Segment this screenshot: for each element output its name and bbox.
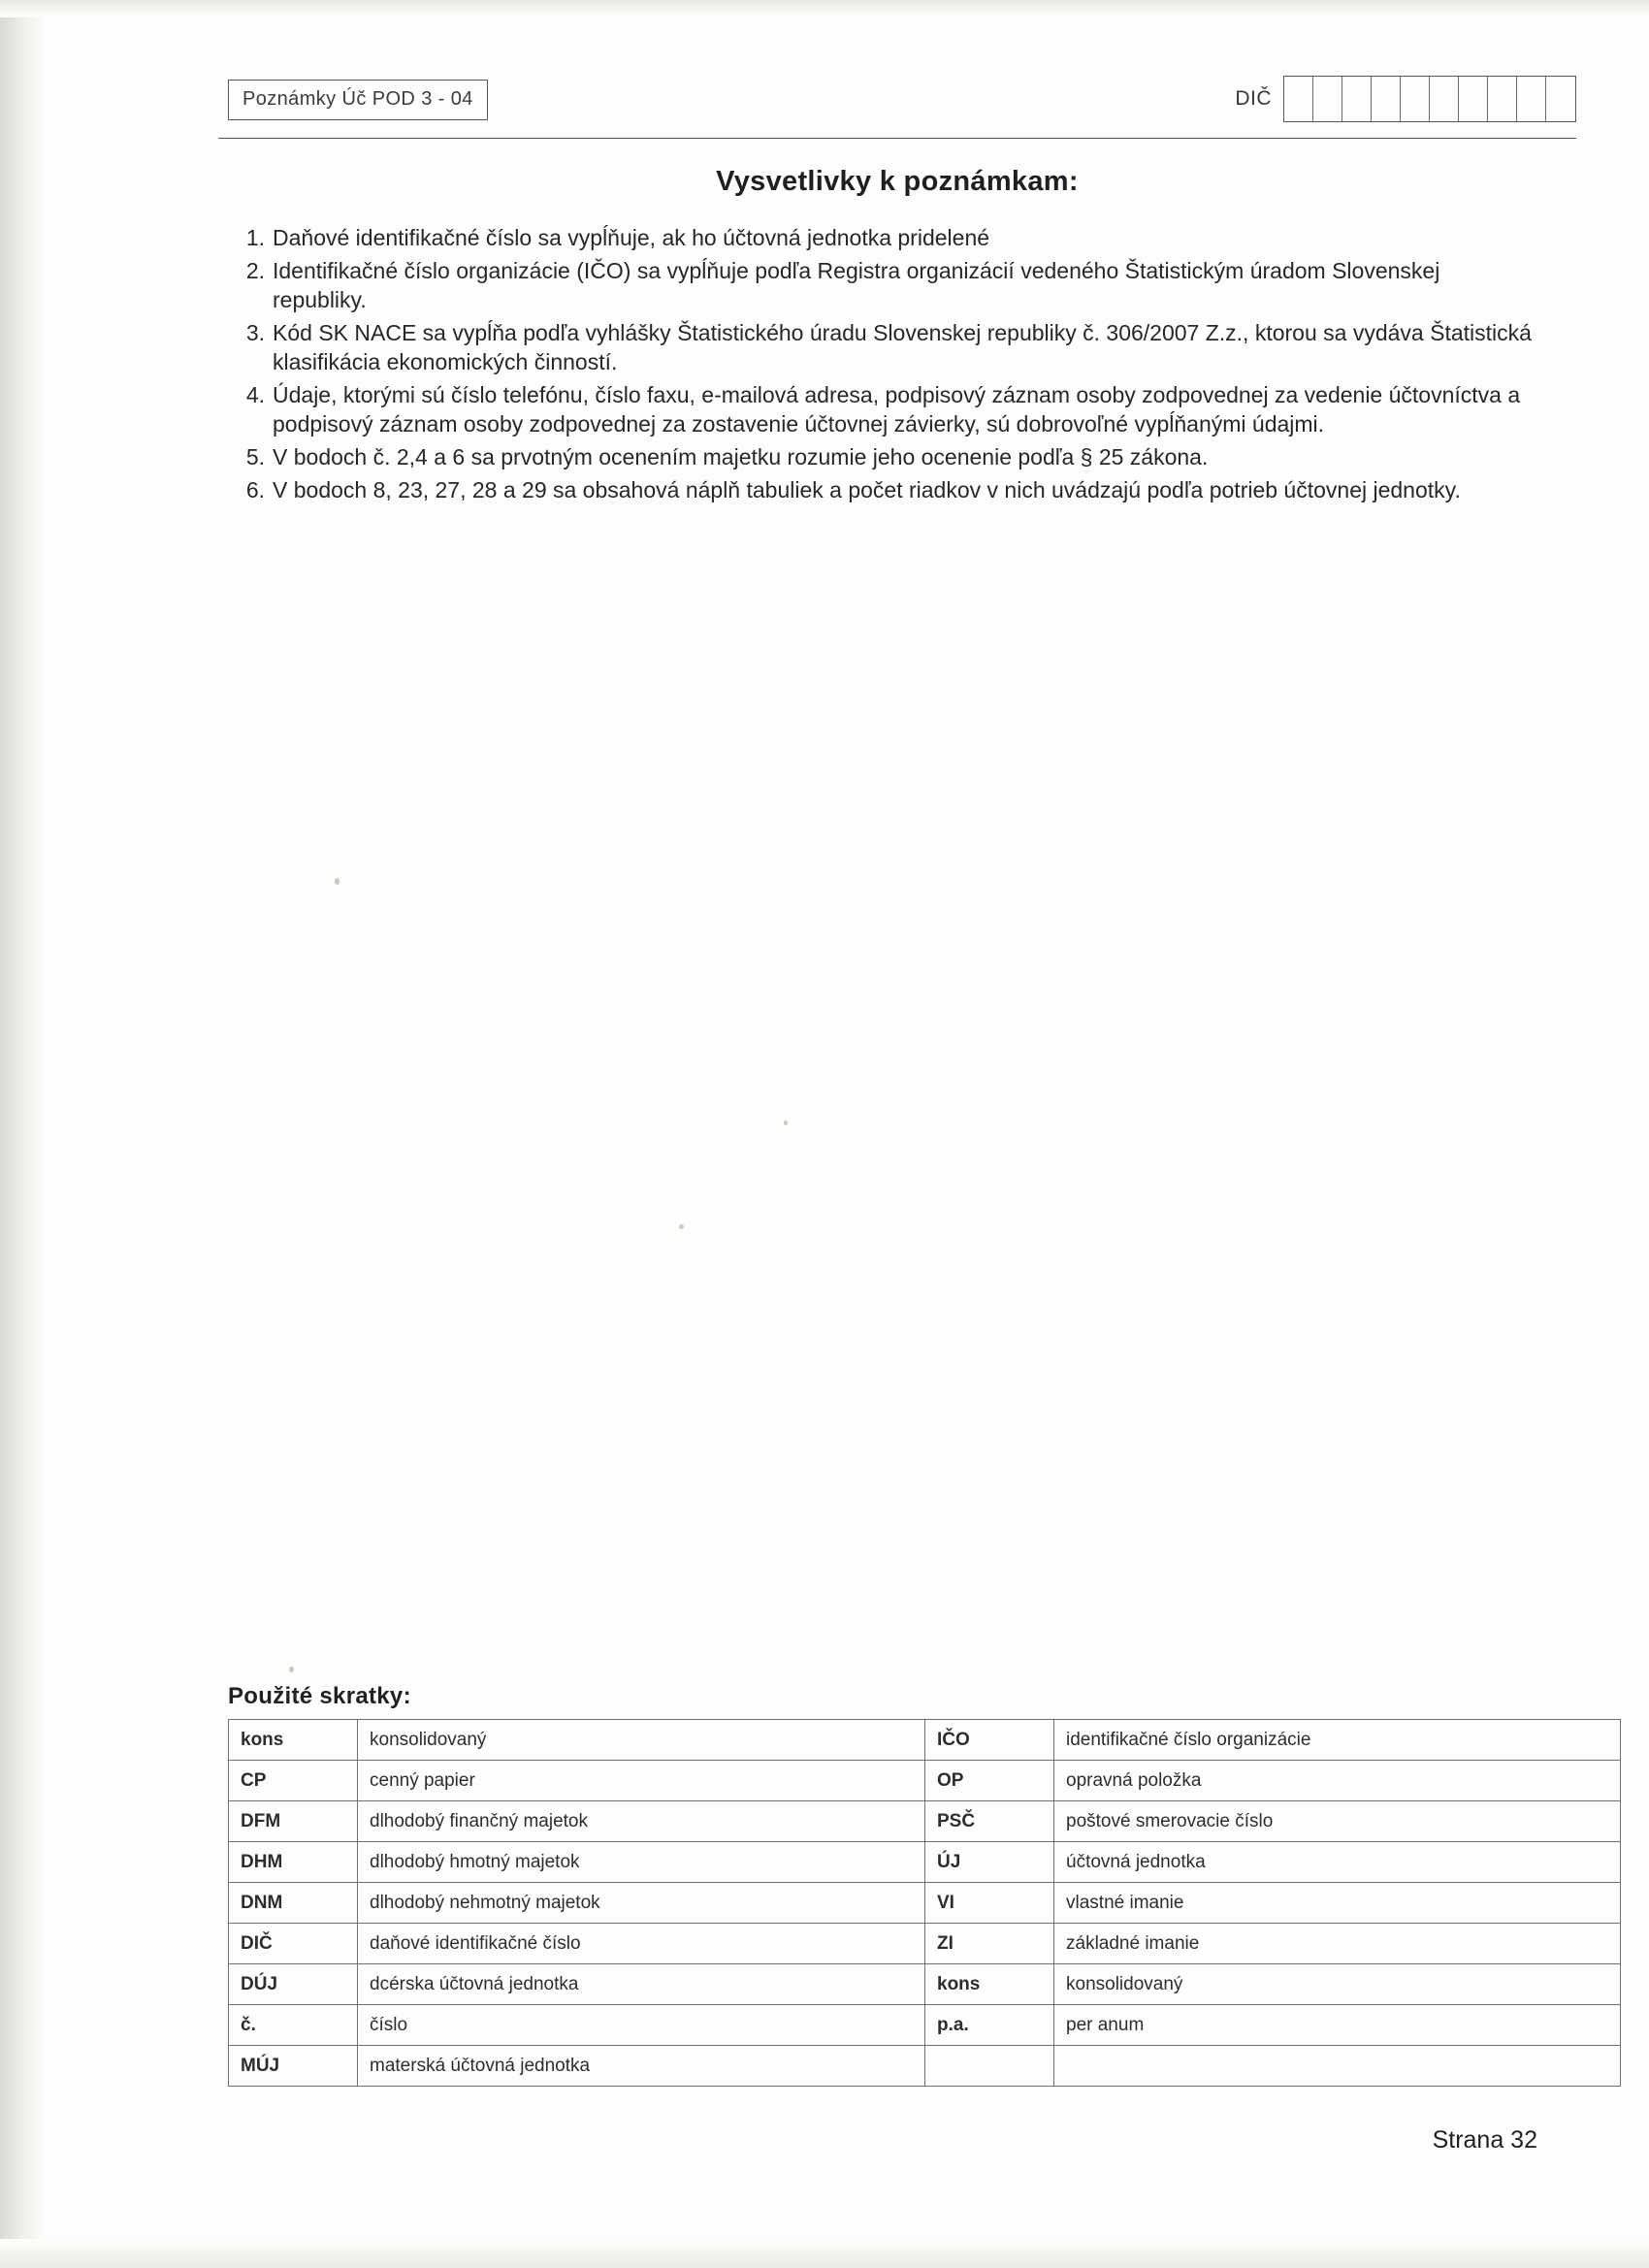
scan-shadow-top [0,0,1649,17]
abbr-value: dlhodobý hmotný majetok [358,1842,925,1883]
abbr-value: konsolidovaný [1054,1964,1621,2005]
abbr-key: p.a. [925,2005,1054,2046]
abbr-value: dcérska účtovná jednotka [358,1964,925,2005]
list-item-number: 2. [245,257,265,283]
table-row [229,1842,1621,1883]
abbreviations-title: Použité skratky: [228,1683,411,1709]
abbr-key: DÚJ [229,1964,358,2005]
abbr-value: opravná položka [1054,1761,1621,1801]
dic-cell[interactable] [1430,77,1459,121]
scan-speck [335,878,340,885]
dic-cell[interactable] [1517,77,1546,121]
dic-cell[interactable] [1372,77,1401,121]
abbr-key: kons [229,1720,358,1761]
list-item-text: Údaje, ktorými sú číslo telefónu, číslo faxu, e-mailová adresa, podpisový záznam osoby zodpovednej za vedenie účtovníctva a podpisový záznam osoby zodpovednej za zostavenie účtovnej závierky, sú dobrovoľné vypĺňanými údajmi. [273,381,1521,437]
abbr-value: základné imanie [1054,1924,1621,1964]
page-number: Strana 32 [1432,2126,1537,2154]
list-item [218,223,1537,253]
dic-cell[interactable] [1488,77,1517,121]
abbr-value: poštové smerovacie číslo [1054,1801,1621,1842]
table-row [229,1801,1621,1842]
abbr-key: DHM [229,1842,358,1883]
abbr-key: PSČ [925,1801,1054,1842]
abbr-key: VI [925,1883,1054,1924]
abbr-value: per anum [1054,2005,1621,2046]
list-item [218,475,1537,505]
list-item [218,380,1537,439]
table-row [229,2005,1621,2046]
abbr-value: daňové identifikačné číslo [358,1924,925,1964]
dic-field-group [1235,76,1576,122]
scan-speck [289,1667,294,1672]
abbr-key: DNM [229,1883,358,1924]
dic-cell[interactable] [1313,77,1342,121]
abbr-key: MÚJ [229,2046,358,2087]
abbr-key: ZI [925,1924,1054,1964]
explanatory-notes-list [218,223,1576,504]
scan-speck [679,1224,684,1229]
scan-shadow-bottom [0,2239,1649,2268]
table-row [229,1720,1621,1761]
list-item-number: 6. [245,476,265,502]
abbr-value: konsolidovaný [358,1720,925,1761]
list-item-text: V bodoch č. 2,4 a 6 sa prvotným ocenením majetku rozumie jeho ocenenie podľa § 25 zákona. [273,444,1209,470]
abbr-key: IČO [925,1720,1054,1761]
table-row [229,1883,1621,1924]
dic-cell[interactable] [1546,77,1575,121]
table-row [229,1924,1621,1964]
list-item [218,442,1537,472]
abbr-value [1054,2046,1621,2087]
list-item [218,318,1537,377]
abbr-key [925,2046,1054,2087]
abbr-key: č. [229,2005,358,2046]
abbr-value: dlhodobý finančný majetok [358,1801,925,1842]
dic-cell[interactable] [1401,77,1430,121]
scan-speck [784,1120,788,1125]
abbreviations-table [228,1719,1621,2087]
list-item-number: 1. [245,225,265,250]
abbr-value: účtovná jednotka [1054,1842,1621,1883]
abbr-value: číslo [358,2005,925,2046]
scan-shadow-left [0,0,45,2268]
list-item-number: 4. [245,381,265,407]
dic-input-grid[interactable] [1283,76,1576,122]
abbr-key: DIČ [229,1924,358,1964]
list-item-text: V bodoch 8, 23, 27, 28 a 29 sa obsahová náplň tabuliek a počet riadkov v nich uvádzajú podľa potrieb účtovnej jednotky. [273,476,1461,502]
abbr-value: identifikačné číslo organizácie [1054,1720,1621,1761]
list-item-text: Kód SK NACE sa vypĺňa podľa vyhlášky Štatistického úradu Slovenskej republiky č. 306/2007 Z.z., ktorou sa vydáva Štatistická klasifikácia ekonomických činností. [273,319,1532,375]
list-item-number: 3. [245,319,265,345]
abbr-key: OP [925,1761,1054,1801]
table-row [229,1761,1621,1801]
abbr-key: CP [229,1761,358,1801]
list-item [218,256,1537,315]
abbr-key: DFM [229,1801,358,1842]
abbr-key: kons [925,1964,1054,2005]
page-content [218,68,1576,2154]
abbr-value: cenný papier [358,1761,925,1801]
list-item-text: Identifikačné číslo organizácie (IČO) sa vypĺňuje podľa Registra organizácií vedeného Štatistickým úradom Slovenskej republiky. [273,257,1440,313]
abbr-value: dlhodobý nehmotný majetok [358,1883,925,1924]
header-divider [218,138,1576,139]
abbr-key: ÚJ [925,1842,1054,1883]
dic-cell[interactable] [1284,77,1313,121]
abbr-value: materská účtovná jednotka [358,2046,925,2087]
document-header [218,68,1576,128]
form-code: Poznámky Úč POD 3 - 04 [228,80,488,120]
dic-cell[interactable] [1459,77,1488,121]
list-item-number: 5. [245,444,265,470]
dic-label: DIČ [1235,87,1272,110]
page-title: Vysvetlivky k poznámkam: [716,166,1079,197]
dic-cell[interactable] [1342,77,1372,121]
abbr-value: vlastné imanie [1054,1883,1621,1924]
table-row [229,2046,1621,2087]
table-row [229,1964,1621,2005]
list-item-text: Daňové identifikačné číslo sa vypĺňuje, ak ho účtovná jednotka pridelené [273,225,990,250]
